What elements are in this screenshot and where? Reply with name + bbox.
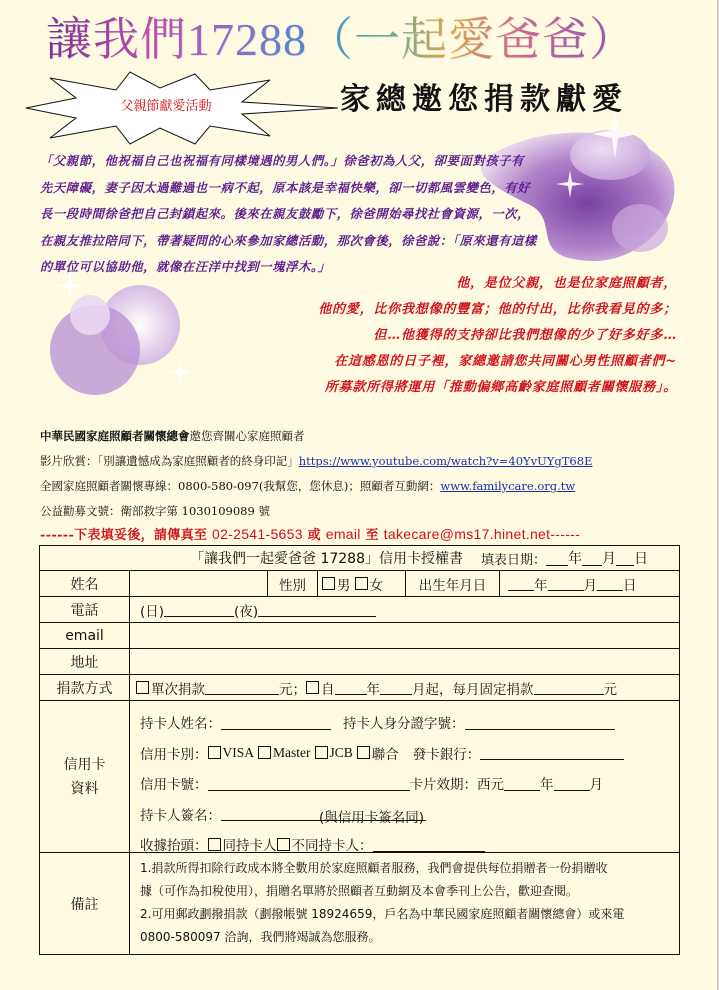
permit-row: 公益勸募文號：衛部救字第 1030109089 號 bbox=[40, 504, 270, 518]
master-checkbox[interactable] bbox=[258, 746, 271, 759]
intro-line: 先天障礙，妻子因太過難過也一病不起，原本該是幸福快樂，卻一切都風雲變色，有好 bbox=[40, 179, 531, 195]
gender-label: 性別 bbox=[268, 571, 318, 596]
monthly-start-month-field[interactable] bbox=[380, 680, 412, 695]
notes-text: 1.捐款所得扣除行政成本將全數用於家庭照顧者服務，我們會提供每位捐贈者一份捐贈收 據（可作為扣稅使用），捐贈名單將於照顧者互動網及本會季刊上公告，歡迎查閱。 2.可用郵政劃撥捐款（劃撥帳號 18924659，戶名為中華民國家庭照顧者關懷總會）或來電 0800-580097 洽詢，我們將竭誠為您服務。 bbox=[140, 861, 625, 944]
page-title: 讓我們17288（一起愛爸爸） bbox=[46, 12, 636, 68]
intro-line: 在親友推拉陪同下，帶著疑問的心來參加家總活動，那次會後，徐爸說：「原來還有這樣 bbox=[40, 232, 537, 248]
receipt-name-field[interactable] bbox=[373, 837, 485, 852]
monthly-donation-checkbox[interactable] bbox=[306, 681, 319, 694]
intro-line: 「父親節，他祝福自己也祝福有同樣境遇的男人們。」徐爸初為人父，卻要面對孩子有 bbox=[40, 153, 524, 168]
address-field[interactable] bbox=[130, 649, 679, 674]
address-label: 地址 bbox=[40, 649, 130, 674]
organization-info bbox=[40, 424, 690, 524]
fill-month-field[interactable] bbox=[582, 551, 602, 566]
jcb-checkbox[interactable] bbox=[315, 746, 328, 759]
phone-label: 電話 bbox=[40, 597, 130, 622]
contact-email: takecare@ms17.hinet.net------ bbox=[383, 526, 581, 542]
website-link[interactable]: www.familycare.org.tw bbox=[440, 479, 576, 493]
org-row bbox=[40, 424, 690, 449]
holder-id-field[interactable] bbox=[465, 715, 615, 730]
fax-number: 02-2541-5653 bbox=[212, 526, 303, 542]
credit-card-authorization-form bbox=[39, 545, 680, 955]
appeal-text bbox=[117, 271, 677, 401]
intro-story bbox=[40, 148, 680, 281]
fill-day-field[interactable] bbox=[616, 551, 634, 566]
male-checkbox[interactable] bbox=[322, 577, 335, 590]
donation-method-label: 捐款方式 bbox=[40, 675, 130, 700]
name-row: 姓名 性別 男 女 出生年月日 年 月 日 bbox=[40, 570, 679, 596]
form-title: 「讓我們一起愛爸爸 17288」信用卡授權書 bbox=[190, 551, 463, 567]
appeal-line: 他，是位父親，也是位家庭照顧者， bbox=[456, 276, 677, 291]
intro-line: 長一段時間徐爸把自己封鎖起來。後來在親友鼓勵下，徐爸開始尋找社會資源，一次， bbox=[40, 206, 531, 221]
fill-date-label: 填表日期： bbox=[481, 552, 547, 568]
expiry-month-field[interactable] bbox=[554, 776, 590, 791]
phone-day-field[interactable] bbox=[164, 602, 234, 617]
card-number-field[interactable] bbox=[208, 776, 410, 791]
event-badge-label: 父親節獻愛活動 bbox=[120, 99, 212, 114]
signature-field[interactable] bbox=[221, 806, 317, 821]
monthly-start-year-field[interactable] bbox=[335, 680, 367, 695]
signature-note: (與信用卡簽名同) bbox=[317, 806, 426, 821]
org-name: 中華民國家庭照顧者關懷總會 bbox=[40, 429, 190, 443]
intro-line: 的單位可以協助他，就像在汪洋中找到一塊浮木。」 bbox=[40, 259, 331, 274]
page-subtitle: 家總邀您捐款獻愛 bbox=[340, 82, 628, 117]
monthly-amount-field[interactable] bbox=[534, 680, 604, 695]
phone-night-field[interactable] bbox=[258, 602, 376, 617]
fax-instruction: ------下表填妥後，請傳真至 02-2541-5653 或 email 至 takecare@ms17.hinet.net------ bbox=[40, 526, 581, 543]
expiry-year-field[interactable] bbox=[504, 776, 540, 791]
email-label: email bbox=[40, 623, 130, 648]
notes-label: 備註 bbox=[40, 853, 130, 954]
phone-row: 電話 (日) (夜) bbox=[40, 596, 679, 622]
address-row bbox=[40, 648, 679, 674]
hotline-label: 全國家庭照顧者關懷專線：0800-580-097(我幫您，您休息)；照顧者互動網： bbox=[40, 479, 441, 493]
same-holder-checkbox[interactable] bbox=[208, 838, 221, 851]
appeal-line: 所募款所得將運用「推動偏鄉高齡家庭照顧者關懷服務」。 bbox=[324, 380, 677, 395]
appeal-line: 但…他獲得的支持卻比我們想像的少了好多好多… bbox=[373, 328, 677, 343]
email-field[interactable] bbox=[130, 623, 679, 648]
holder-name-field[interactable] bbox=[221, 715, 331, 730]
fill-year-field[interactable] bbox=[546, 551, 568, 566]
donation-method-row: 捐款方式 單次捐款 元； 自 年 月起，每月固定捐款 元 bbox=[40, 674, 679, 700]
single-donation-checkbox[interactable] bbox=[136, 681, 149, 694]
hotline-row bbox=[40, 474, 690, 499]
video-link[interactable]: https://www.youtube.com/watch?v=40YvUYgT68E bbox=[298, 454, 593, 468]
issuing-bank-field[interactable] bbox=[480, 745, 624, 760]
form-title-row: 「讓我們一起愛爸爸 17288」信用卡授權書 填表日期： 年 月 日 bbox=[40, 546, 679, 570]
birth-month-field[interactable] bbox=[548, 576, 584, 591]
appeal-line: 在這感恩的日子裡，家總邀請您共同關心男性照顧者們~ bbox=[334, 354, 677, 369]
female-checkbox[interactable] bbox=[355, 577, 368, 590]
video-row bbox=[40, 449, 690, 474]
card-info-label: 信用卡 bbox=[63, 756, 106, 773]
single-amount-field[interactable] bbox=[205, 680, 279, 695]
different-holder-checkbox[interactable] bbox=[277, 838, 290, 851]
birth-day-field[interactable] bbox=[597, 576, 623, 591]
birth-year-field[interactable] bbox=[508, 576, 534, 591]
video-label: 影片欣賞：「別讓遺憾成為家庭照顧者的終身印記」 bbox=[40, 454, 299, 468]
name-label: 姓名 bbox=[40, 571, 130, 596]
visa-checkbox[interactable] bbox=[208, 746, 221, 759]
card-info-row: 信用卡 資料 持卡人姓名： 持卡人身分證字號： 信用卡別： VISA Master JCB 聯合 發卡銀行： 信用卡號： 卡片效期：西元 年 月 持卡人簽名： (與信用卡簽名同) 收據抬頭： 同持卡人 不同持卡人： bbox=[40, 700, 679, 852]
union-checkbox[interactable] bbox=[357, 746, 370, 759]
notes-row bbox=[40, 852, 679, 954]
name-field[interactable] bbox=[130, 571, 268, 596]
org-slogan: 邀您齊關心家庭照顧者 bbox=[189, 429, 305, 443]
appeal-line: 他的愛，比你我想像的豐富；他的付出，比你我看見的多； bbox=[318, 302, 677, 317]
birthdate-label: 出生年月日 bbox=[406, 571, 500, 596]
email-row bbox=[40, 622, 679, 648]
